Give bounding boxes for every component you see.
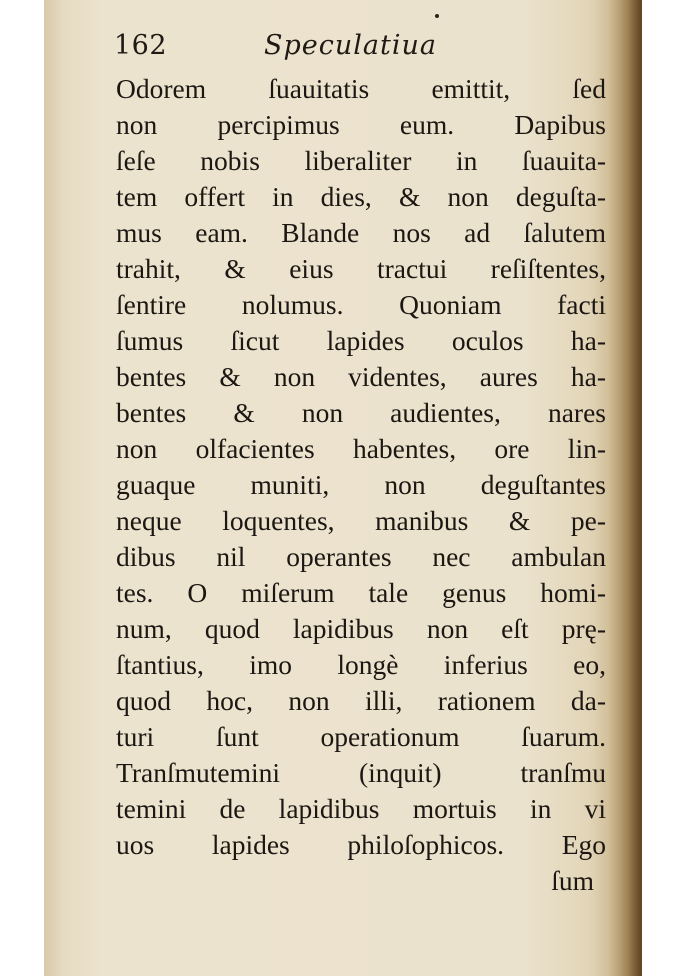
- text-line: non olfacientes habentes, ore lin-: [116, 433, 606, 464]
- text-line: ſumus ſicut lapides oculos ha-: [116, 325, 606, 356]
- text-line: ſeſe nobis liberaliter in ſuauita-: [116, 145, 606, 176]
- text-line: tem offert in dies, & non deguſta-: [116, 181, 606, 212]
- text-line: bentes & non videntes, aures ha-: [116, 361, 606, 392]
- text-line: trahit, & eius tractui reſiſtentes,: [116, 253, 606, 284]
- text-line: bentes & non audientes, nares: [116, 397, 606, 428]
- gutter-shadow: [608, 0, 642, 976]
- text-line: Tranſmutemini (inquit) tranſmu: [116, 757, 606, 788]
- text-line: Odorem ſuauitatis emittit, ſed: [116, 73, 606, 104]
- running-head: Speculatiua: [264, 30, 437, 61]
- text-line: num, quod lapidibus non eſt prę-: [116, 613, 606, 644]
- text-line: turi ſunt operationum ſuarum.: [116, 721, 606, 752]
- text-line: ſentire nolumus. Quoniam facti: [116, 289, 606, 320]
- text-line: temini de lapidibus mortuis in vi: [116, 793, 606, 824]
- body-text: [116, 71, 606, 899]
- page-number: 162: [114, 30, 168, 61]
- text-line: guaque muniti, non deguſtantes: [116, 469, 606, 500]
- text-line: neque loquentes, manibus & pe-: [116, 505, 606, 536]
- text-line: quod hoc, non illi, rationem da-: [116, 685, 606, 716]
- text-line: dibus nil operantes nec ambulan: [116, 541, 606, 572]
- ink-speck: [435, 14, 439, 18]
- text-line: mus eam. Blande nos ad ſalutem: [116, 217, 606, 248]
- text-line: tes. O miſerum tale genus homi-: [116, 577, 606, 608]
- text-line: uos lapides philoſophicos. Ego: [116, 829, 606, 860]
- text-line: ſtantius, imo longè inferius eo,: [116, 649, 606, 680]
- text-line: non percipimus eum. Dapibus: [116, 109, 606, 140]
- catchword: ſum: [551, 865, 594, 896]
